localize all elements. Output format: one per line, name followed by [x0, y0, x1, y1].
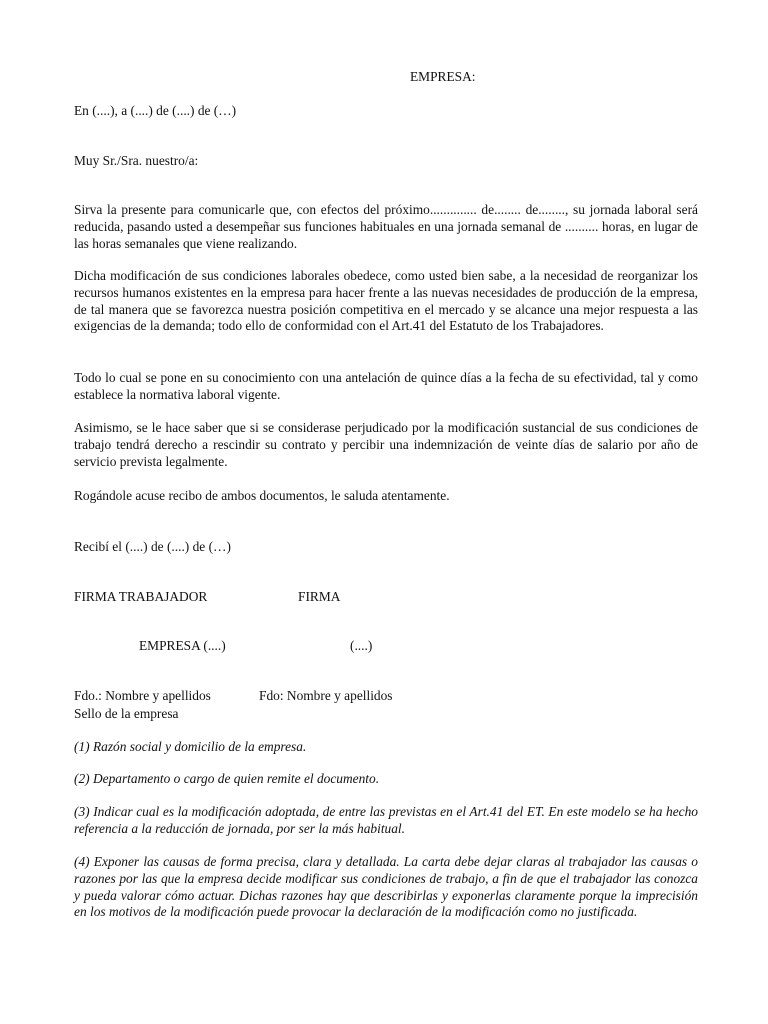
note-1: (1) Razón social y domicilio de la empresa.	[74, 739, 307, 754]
firma-trabajador-label: FIRMA TRABAJADOR	[74, 589, 208, 604]
sello-label: Sello de la empresa	[74, 706, 179, 721]
paragraph-2: Dicha modificación de sus condiciones laborales obedece, como usted bien sabe, a la necesidad de reorganizar los recursos humanos existentes en la empresa para hacer frente a las nuevas necesidades de producción de la empresa, de tal manera que se favorezca nuestra posición competitiva en el mercado y se alcance una mejor respuesta a las exigencias de la demanda; todo ello de conformidad con el Art.41 del Estatuto de los Trabajadores.	[74, 268, 698, 334]
fdo-left: Fdo.: Nombre y apellidos	[74, 688, 211, 703]
paragraph-3: Todo lo cual se pone en su conocimiento con una antelación de quince días a la fecha de su efectividad, tal y como establece la normativa laboral vigente.	[74, 370, 698, 402]
date-line: En (....), a (....) de (....) de (…)	[74, 103, 237, 118]
paragraph-4: Asimismo, se le hace saber que si se considerase perjudicado por la modificación sustancial de sus condiciones de trabajo tendrá derecho a rescindir su contrato y percibir una indemnización de veinte días de salario por año de servicio prevista legalmente.	[74, 420, 698, 469]
empresa-heading: EMPRESA:	[410, 69, 476, 84]
paragraph-1: Sirva la presente para comunicarle que, con efectos del próximo.............. de........ de........, su jornada laboral será reducida, pasando usted a desempeñar sus funciones habituales en una jornada semanal de .......... horas, en lugar de las horas semanales que viene realizando.	[74, 202, 698, 251]
closing-line: Rogándole acuse recibo de ambos documentos, le saluda atentamente.	[74, 488, 450, 503]
empresa-signature-label: EMPRESA (....)	[139, 638, 226, 653]
salutation: Muy Sr./Sra. nuestro/a:	[74, 153, 199, 168]
note-2: (2) Departamento o cargo de quien remite el documento.	[74, 771, 380, 786]
fdo-right: Fdo: Nombre y apellidos	[259, 688, 393, 703]
firma-label: FIRMA	[298, 589, 341, 604]
signature-placeholder: (....)	[350, 638, 373, 653]
note-3: (3) Indicar cual es la modificación adoptada, de entre las previstas en el Art.41 del ET. En este modelo se ha hecho referencia a la reducción de jornada, por ser la más habitual.	[74, 804, 698, 836]
receipt-line: Recibí el (....) de (....) de (…)	[74, 539, 231, 554]
note-4: (4) Exponer las causas de forma precisa, clara y detallada. La carta debe dejar claras al trabajador las causas o razones por las que la empresa decide modificar sus condiciones de trabajo, a fin de que el trabajador las conozca y pueda valorar cómo actuar. Dichas razones hay que describirlas y exponerlas claramente porque la imprecisión en los motivos de la modificación puede provocar la declaración de la modificación como no justificada.	[74, 854, 698, 920]
